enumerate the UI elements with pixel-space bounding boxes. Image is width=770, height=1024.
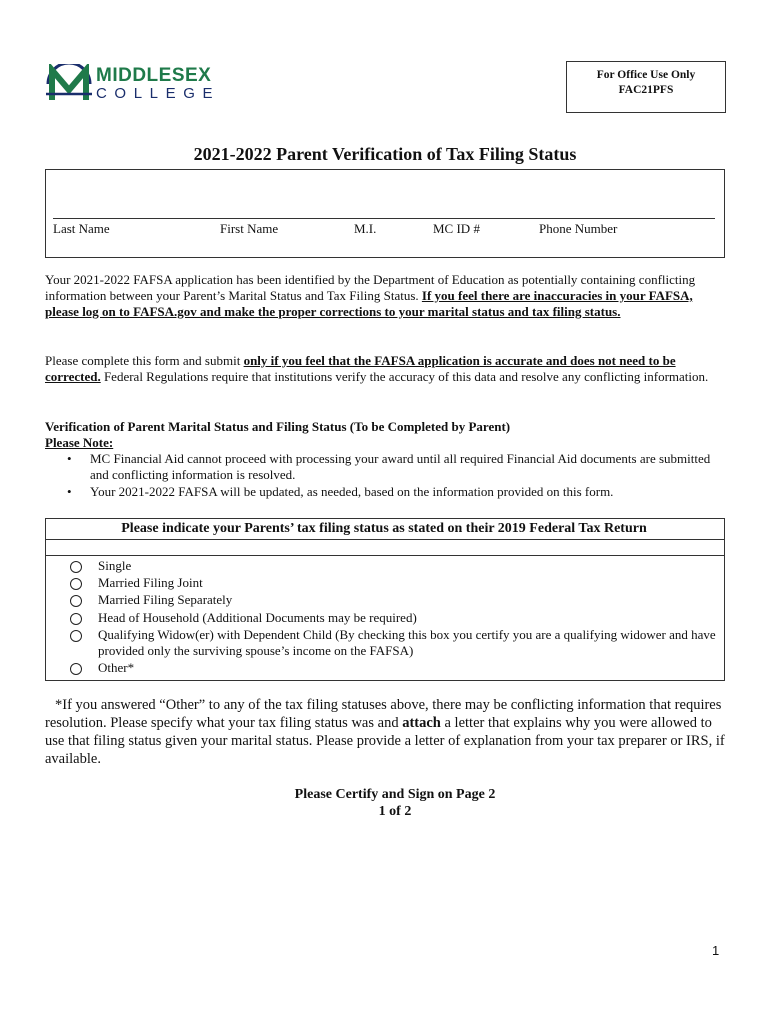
other-post: a letter that explains why you were allowed to use that filing status given your marital status. Please provide a letter of explanation from your tax preparer or IRS, if available.	[45, 715, 725, 767]
other-pre: *If you answered “Other” to any of the tax filing statuses above, there may be conflicting information that requires resolution. Please specify what your tax filing status was and	[45, 697, 722, 731]
instructions-paragraph	[45, 353, 725, 385]
page-of: 1 of 2	[378, 804, 412, 819]
page-number: 1	[712, 943, 720, 958]
radio-circle-icon[interactable]	[70, 663, 82, 675]
other-attach: attach	[402, 715, 441, 731]
verification-heading: Verification of Parent Marital Status and Filing Status (To be Completed by Parent)	[45, 419, 511, 434]
radio-circle-icon[interactable]	[70, 578, 82, 590]
option-head-of-household[interactable]: Head of Household (Additional Documents may be required)	[70, 610, 720, 626]
option-other[interactable]: Other*	[70, 660, 720, 676]
college-logo	[44, 64, 234, 108]
intro-text: Your 2021-2022 FAFSA application has been identified by the Department of Education as potentially containing conflicting information between your Parent’s Marital Status and Tax Filing Status.	[45, 272, 696, 303]
first-name-label: First Name	[220, 221, 279, 236]
logo-name-top: MIDDLESEX	[96, 65, 212, 86]
radio-circle-icon[interactable]	[70, 630, 82, 642]
certify-instruction: Please Certify and Sign on Page 2	[294, 787, 496, 802]
form-code: FAC21PFS	[618, 84, 674, 96]
mc-id-label: MC ID #	[433, 221, 480, 236]
radio-circle-icon[interactable]	[70, 613, 82, 625]
list-item: • MC Financial Aid cannot proceed with processing your award until all required Financial Aid documents are submitted and conflicting information is resolved.	[45, 451, 725, 483]
office-use-label: For Office Use Only	[596, 69, 696, 81]
page-title: 2021-2022 Parent Verification of Tax Filing Status	[193, 144, 577, 164]
verification-section	[45, 419, 725, 501]
notes-list	[45, 451, 725, 500]
intro-paragraph	[45, 272, 725, 320]
last-name-label: Last Name	[53, 221, 110, 236]
option-qualifying-widower[interactable]: Qualifying Widow(er) with Dependent Child (By checking this box you certify you are a qualifying widower and have provided only the surviving spouse’s income on the FAFSA)	[70, 627, 720, 659]
table-divider	[45, 555, 725, 556]
option-single[interactable]: Single	[70, 558, 720, 574]
logo-name-bottom: COLLEGE	[96, 85, 221, 102]
table-divider	[45, 539, 725, 540]
radio-circle-icon[interactable]	[70, 561, 82, 573]
student-info-box	[45, 169, 725, 258]
mi-label: M.I.	[354, 221, 377, 236]
mc-monogram-icon	[44, 64, 94, 104]
phone-label: Phone Number	[539, 221, 618, 236]
option-married-filing-separately[interactable]: Married Filing Separately	[70, 592, 720, 608]
radio-circle-icon[interactable]	[70, 595, 82, 607]
instructions-pre: Please complete this form and submit	[45, 353, 244, 368]
signature-line[interactable]	[53, 218, 715, 219]
instructions-emphasis: only if you feel that the FAFSA application is accurate and does not need to be corrected.	[45, 353, 676, 384]
office-use-box	[566, 61, 726, 113]
other-explanation	[45, 696, 725, 768]
note-label: Please Note:	[45, 435, 114, 450]
instructions-post: Federal Regulations require that institutions verify the accuracy of this data and resolve any conflicting information.	[100, 369, 709, 384]
intro-emphasis: If you feel there are inaccuracies in your FAFSA, please log on to FAFSA.gov and make the proper corrections to your marital status and tax filing status.	[45, 288, 693, 319]
filing-status-heading: Please indicate your Parents’ tax filing status as stated on their 2019 Federal Tax Return	[121, 521, 647, 536]
option-married-filing-joint[interactable]: Married Filing Joint	[70, 575, 720, 591]
list-item: • Your 2021-2022 FAFSA will be updated, as needed, based on the information provided on this form.	[45, 484, 725, 500]
